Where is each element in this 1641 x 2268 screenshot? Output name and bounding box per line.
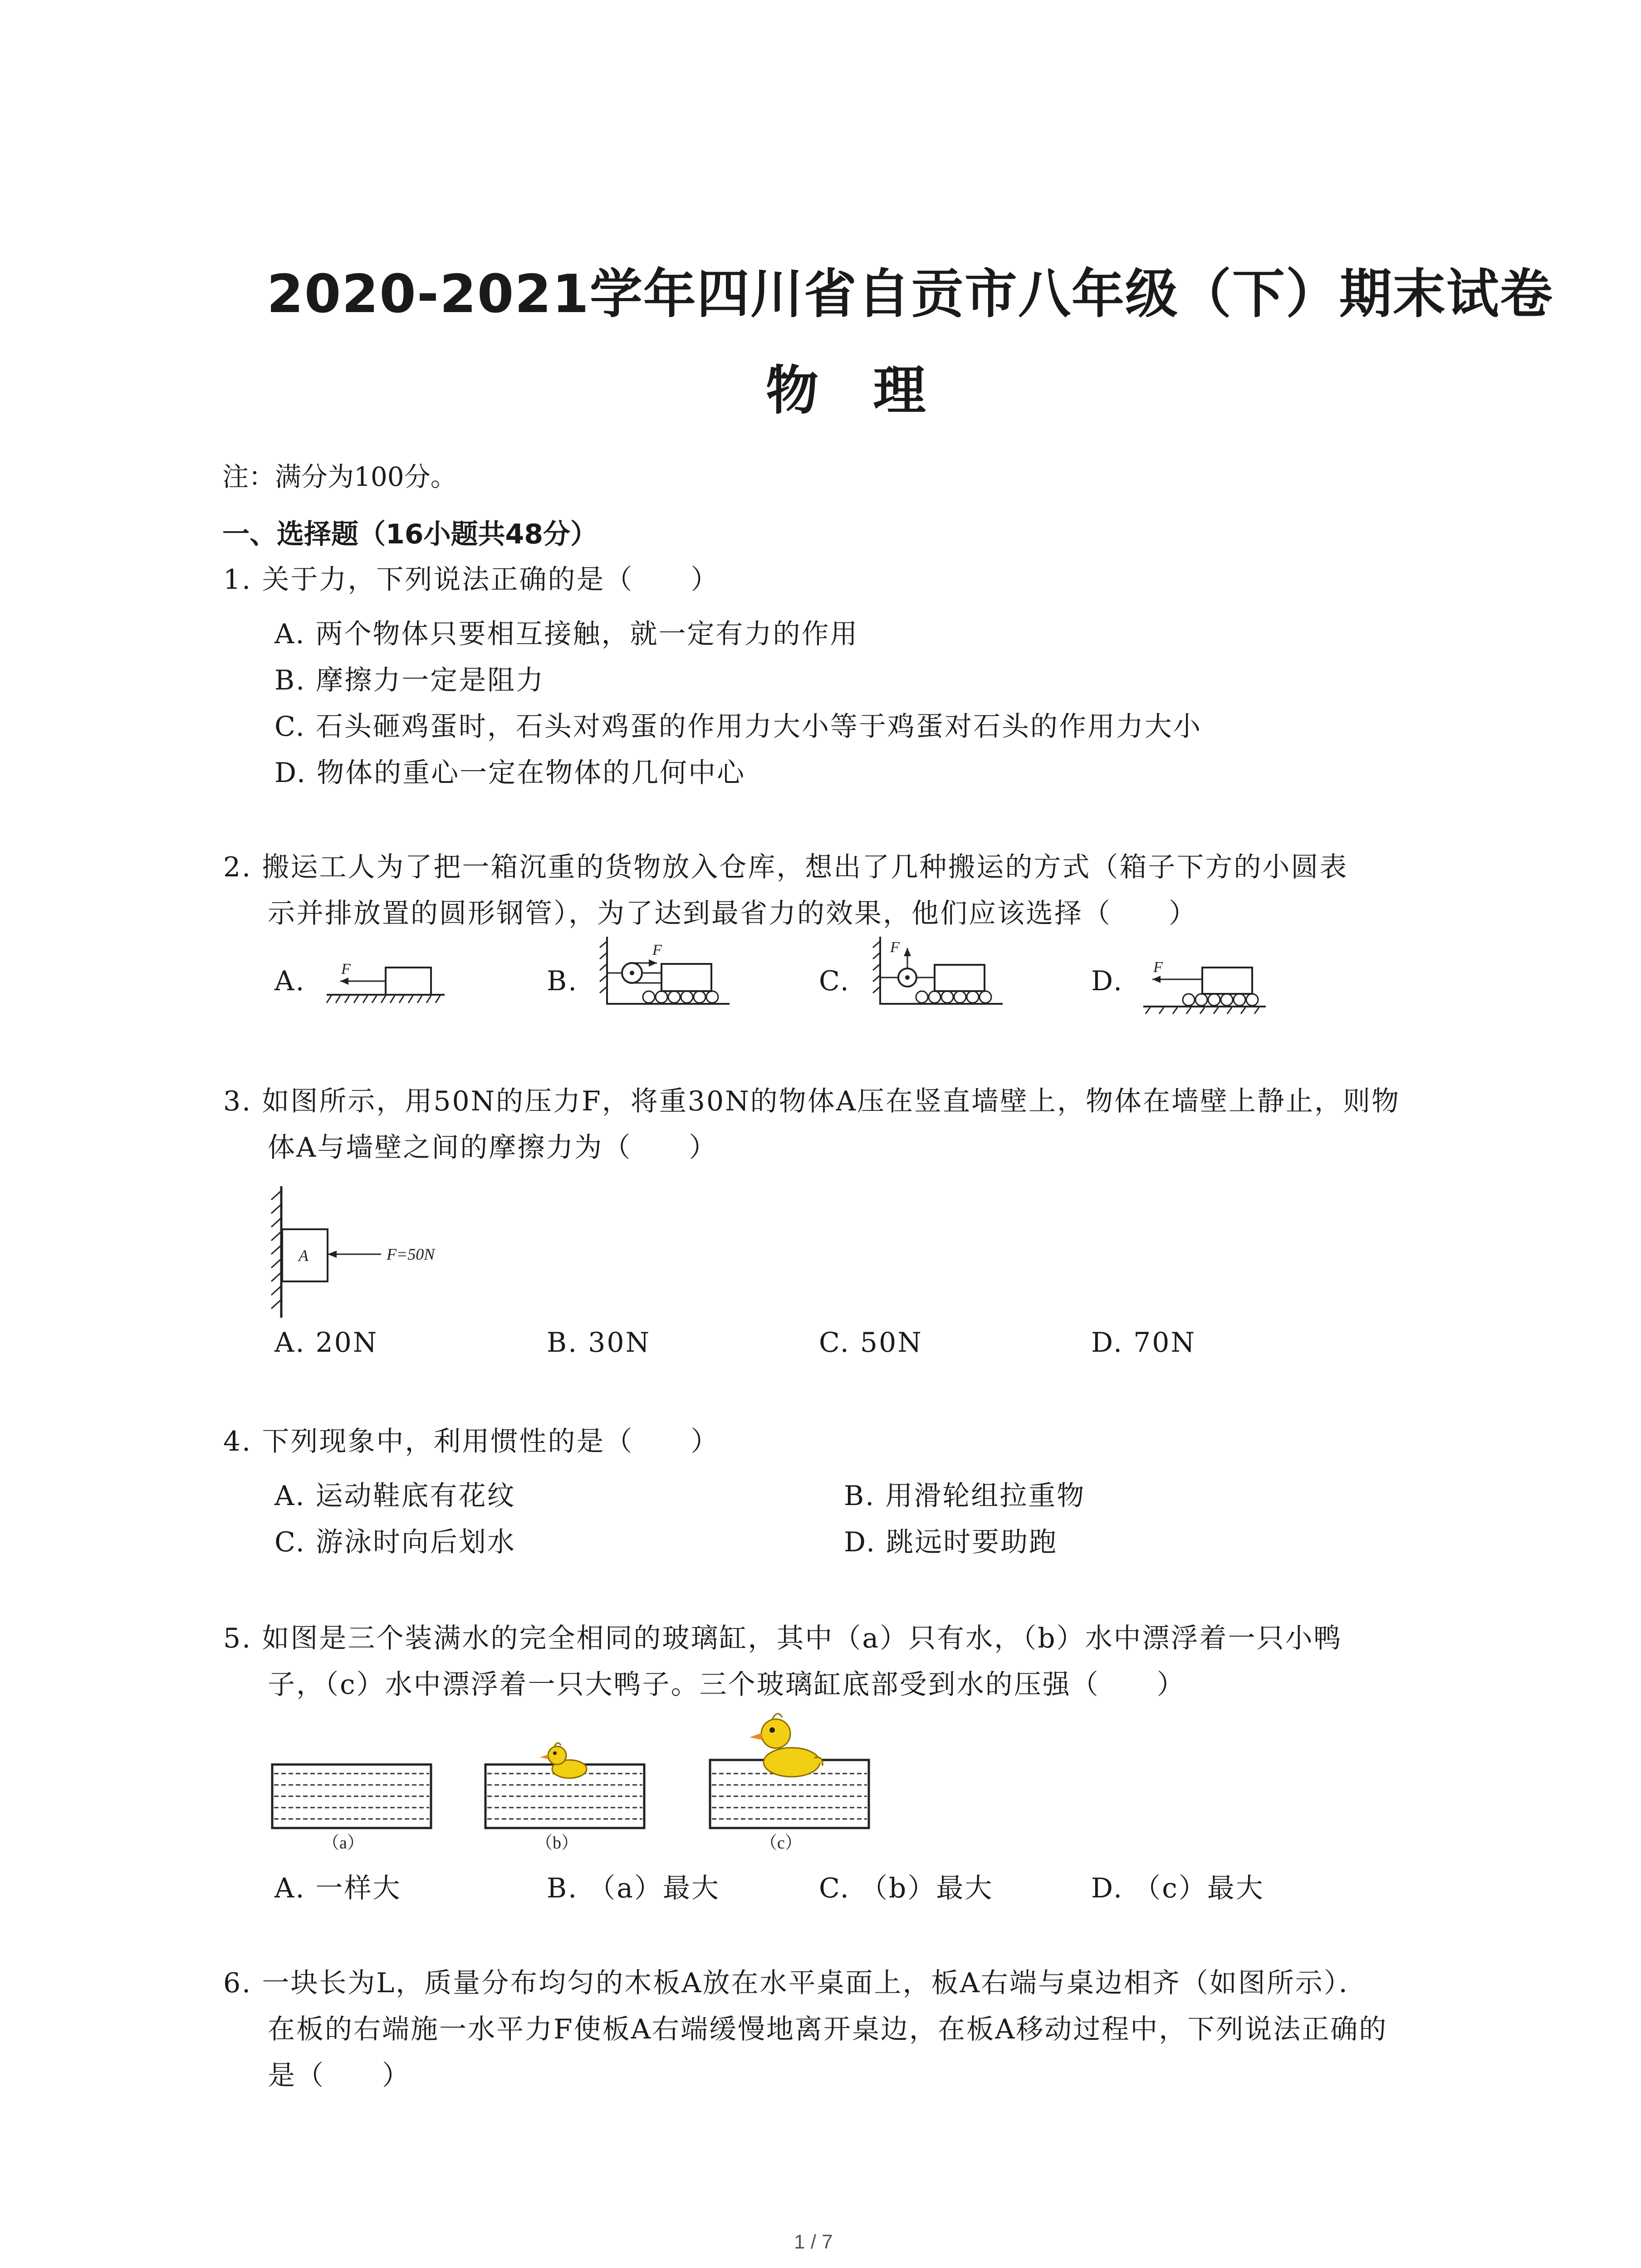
q5-option-c[interactable]: C. （b）最大 bbox=[819, 1872, 994, 1904]
score-note: 注：满分为100分。 bbox=[222, 461, 457, 492]
question-3-stem-line2: 体A与墙壁之间的摩擦力为（ ） bbox=[268, 1132, 718, 1163]
q3-force-label: F=50N bbox=[387, 1245, 435, 1263]
q3-block-label: A bbox=[299, 1246, 309, 1265]
q3-option-d[interactable]: D. 70N bbox=[1091, 1327, 1196, 1359]
question-2-stem-line2: 示并排放置的圆形钢管），为了达到最省力的效果，他们应该选择（ ） bbox=[268, 898, 1197, 929]
question-6-stem-line1: 6. 一块长为L，质量分布均匀的木板A放在水平桌面上，板A右端与桌边相齐（如图所示）． bbox=[223, 1967, 1367, 1999]
q1-option-b[interactable]: B. 摩擦力一定是阻力 bbox=[274, 665, 545, 696]
q2b-force-label: F bbox=[652, 942, 662, 958]
q5-option-b[interactable]: B. （a）最大 bbox=[547, 1872, 720, 1904]
question-6-stem-line3: 是（ ） bbox=[268, 2060, 411, 2092]
question-4-stem: 4. 下列现象中，利用惯性的是（ ） bbox=[223, 1426, 720, 1457]
q4-option-a[interactable]: A. 运动鞋底有花纹 bbox=[274, 1480, 516, 1512]
subject-title: 物 理 bbox=[766, 360, 944, 421]
q2-figure-d bbox=[1143, 946, 1266, 1014]
q2c-force-label: F bbox=[890, 939, 900, 956]
q2d-box bbox=[1202, 968, 1252, 994]
section-title: 一、选择题（16小题共48分） bbox=[222, 518, 598, 550]
q2-figure-c bbox=[871, 937, 1003, 1018]
q5-option-a[interactable]: A. 一样大 bbox=[274, 1872, 402, 1904]
q3-option-c[interactable]: C. 50N bbox=[819, 1327, 923, 1359]
q2-figure-a bbox=[327, 946, 445, 1014]
tank-c bbox=[710, 1714, 869, 1853]
question-2-stem-line1: 2. 搬运工人为了把一箱沉重的货物放入仓库，想出了几种搬运的方式（箱子下方的小圆表 bbox=[223, 851, 1348, 883]
q2-option-a[interactable]: A. bbox=[274, 965, 306, 997]
tank-a-label: （a） bbox=[322, 1833, 364, 1853]
q3-option-a[interactable]: A. 20N bbox=[274, 1327, 378, 1359]
big-duck-icon bbox=[749, 1714, 823, 1777]
q3-figure bbox=[268, 1186, 476, 1322]
q4-option-c[interactable]: C. 游泳时向后划水 bbox=[274, 1526, 516, 1558]
question-5-stem-line2: 子，（c）水中漂浮着一只大鸭子。三个玻璃缸底部受到水的压强（ ） bbox=[268, 1669, 1185, 1701]
q4-option-b[interactable]: B. 用滑轮组拉重物 bbox=[844, 1480, 1086, 1512]
q1-option-c[interactable]: C. 石头砸鸡蛋时，石头对鸡蛋的作用力大小等于鸡蛋对石头的作用力大小 bbox=[274, 711, 1202, 743]
q2-figure-b bbox=[598, 937, 730, 1018]
question-5-stem-line1: 5. 如图是三个装满水的完全相同的玻璃缸，其中（a）只有水，（b）水中漂浮着一只小鸭 bbox=[223, 1623, 1342, 1654]
q5-figure bbox=[268, 1710, 903, 1860]
question-3-stem-line1: 3. 如图所示，用50N的压力F，将重30N的物体A压在竖直墙壁上，物体在墙壁上静止，则物 bbox=[223, 1085, 1400, 1117]
tank-b bbox=[485, 1743, 644, 1853]
q2b-box bbox=[661, 964, 711, 991]
q4-option-d[interactable]: D. 跳远时要助跑 bbox=[844, 1526, 1058, 1558]
q2a-box bbox=[386, 968, 431, 995]
q1-option-d[interactable]: D. 物体的重心一定在物体的几何中心 bbox=[274, 757, 746, 789]
q5-option-d[interactable]: D. （c）最大 bbox=[1091, 1872, 1264, 1904]
page-title: 2020-2021学年四川省自贡市八年级（下）期末试卷 bbox=[267, 264, 1553, 325]
q2-option-c[interactable]: C. bbox=[819, 965, 850, 997]
question-6-stem-line2: 在板的右端施一水平力F使板A右端缓慢地离开桌边，在板A移动过程中，下列说法正确的 bbox=[268, 2014, 1388, 2045]
page-number: 1 / 7 bbox=[794, 2231, 833, 2253]
q2-option-b[interactable]: B. bbox=[547, 965, 578, 997]
question-1-stem: 1. 关于力，下列说法正确的是（ ） bbox=[223, 564, 720, 596]
tank-a bbox=[272, 1765, 431, 1853]
tank-c-label: （c） bbox=[760, 1833, 802, 1853]
q2d-force-label: F bbox=[1153, 959, 1163, 976]
q2a-force-label: F bbox=[341, 961, 351, 978]
q1-option-a[interactable]: A. 两个物体只要相互接触，就一定有力的作用 bbox=[274, 618, 859, 650]
tank-b-label: （b） bbox=[535, 1833, 579, 1853]
q2c-box bbox=[935, 965, 985, 991]
q3-option-b[interactable]: B. 30N bbox=[547, 1327, 651, 1359]
q2-option-d[interactable]: D. bbox=[1091, 965, 1124, 997]
small-duck-icon bbox=[540, 1743, 587, 1778]
